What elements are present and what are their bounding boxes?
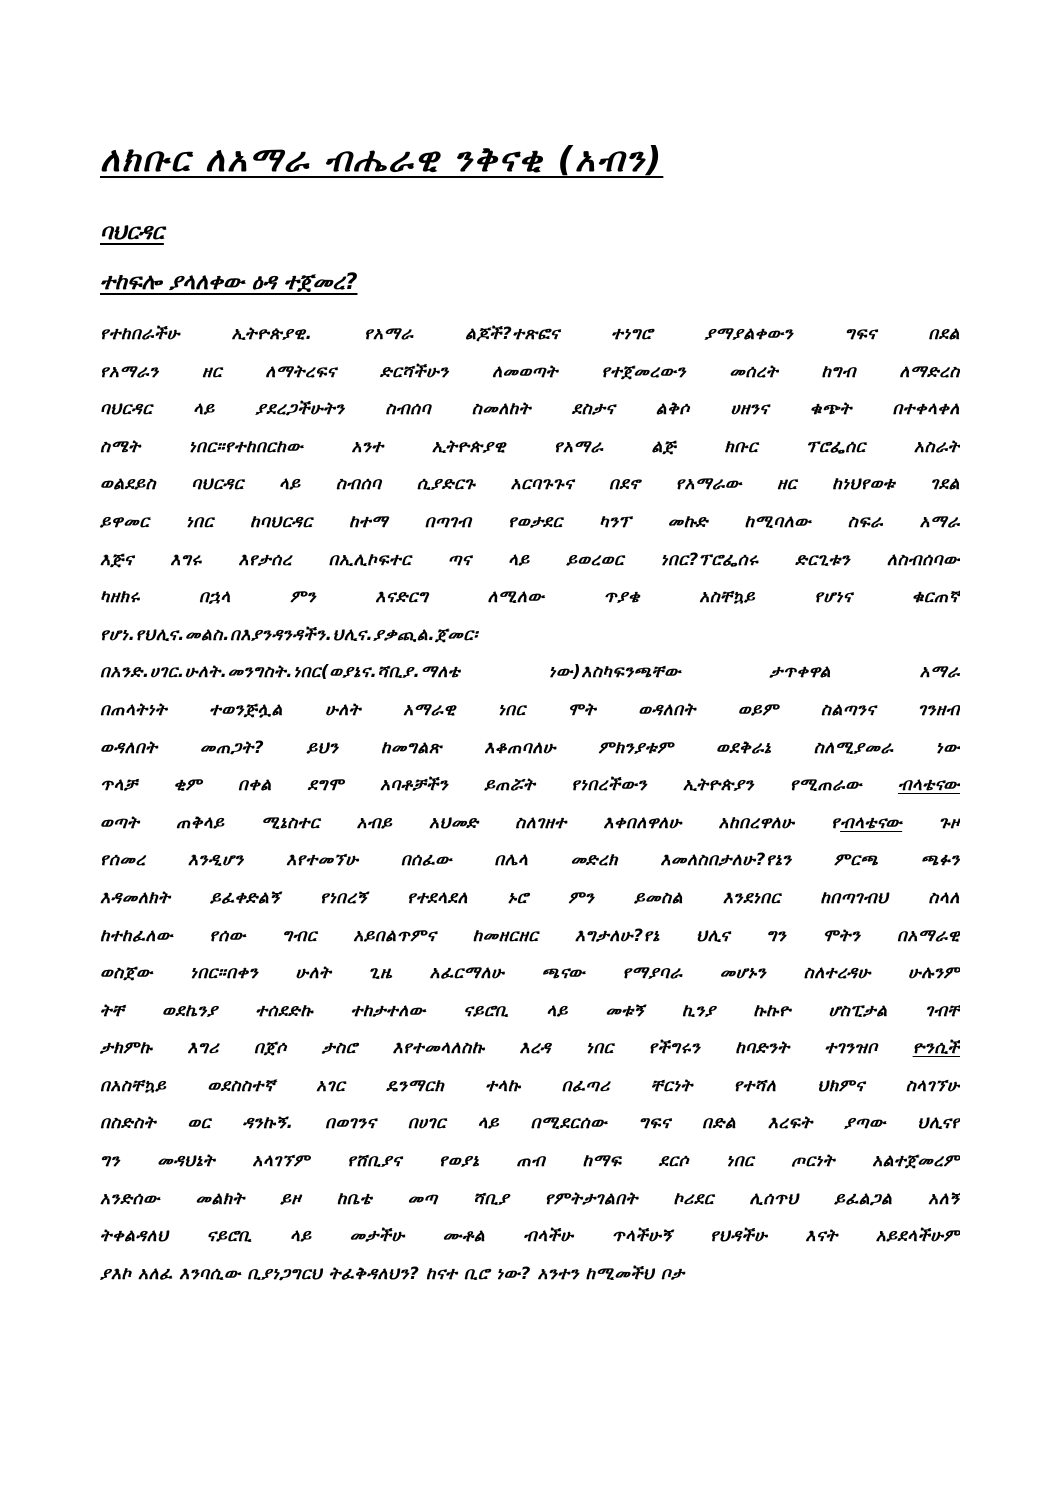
body-line: በስድስት ወር ዳንኩኝ. በወገንና በሀገር ላይ በሚደርሰው ግፍና በድል እረፍት ያጣው ህሊናየ [100,1113,960,1134]
underlined-phrase: ብላቴናው [897,775,960,796]
body-line: የተከበራችሁ ኢትዮጵያዊ. የአማራ ልጆች?ተጽፎና ተነግሮ ያማያልቀውን ግፍና በደል [100,324,960,344]
body-line: የአማራን ዘር ለማትረፍና ድርሻችሁን ለመወጣት የተጀመረውን መሰረት ከግብ ለማድረስ [100,361,960,382]
body-line: እጅና እግሩ እየታሰረ በኢሊኮፍተር ጣና ላይ ይወረወር ነበር?ፕሮፌሰሩ ድርጊቱን ለስብሰባው [100,549,960,570]
body-line: በአንድ.ሀገር.ሁለት.መንግስት.ነበር(ወያኔና.ሻቢያ.ማለቴ ነው)እስካፍንጫቸው ታጥቀዋል አማራ [100,662,960,683]
body-line: ወልደይስ ባህርዳር ላይ ስብሰባ ሲያድርጉ አርባጉጉና በደኖ የአማራው ዘር ከነህየወቱ ገደል [100,474,960,495]
body-line: ግን መዳህኔት አላገኘም የሸቢያና የወያኔ ጠብ ከማፍ ደርሶ ነበር ጦርነት አልተጀመረም [100,1151,960,1172]
body-line: ያእኮ አለፈ እንባሲው ቢያነጋግርህ ትፈቅዳለህን? ከናተ ቢሮ ነው? አንተን ከሚመችህ ቦታ [100,1263,685,1284]
body-line: ወስጀው ነበር።በቀን ሁለት ጊዜ አፈርማለሁ ጫናው የማያባራ መሆኑን ስለተረዳሁ ሁሉንም [100,963,960,984]
body-line: አንድሰው መልክት ይዞ ከቤቴ መጣ ሻቢያ የምትታገልበት ኮሪደር ሊሰጥህ ይፈልጋል አለኝ [100,1188,960,1209]
body-line: የሰመረ እንዲሆን እየተመኘሁ በሰፈው በሌላ መድረክ እመለስበታለሁ?የኔን ምርጫ ጫፉን [100,850,960,871]
underlined-phrase: ብላቴናው [840,812,903,833]
body-line: ወዳለበት መጠጋት? ይህን ከመግልጽ እቆጠባለሁ ምክንያቱም ወደቅራኔ ስለሚያመራ ነው [100,737,960,758]
body-line: በጠላትነት ተወንጅሏል ሁለት አማራዊ ነበር ሞት ወዳለበት ወይም ስልጣንና ገንዘብ [100,699,960,720]
body-line: ስሜት ነበር።የተከበርከው አንተ ኢትዮጵያዊ የአማራ ልጅ ክቡር ፕሮፌሰር አስራት [100,436,960,457]
body-line: ካዘክሩ በኋላ ምን እናድርግ ለሚለው ጥያቄ አስቸኳይ የሆነና ቁርጠኛ [100,587,960,608]
body-line: ታክምኩ እግሪ በጀሶ ታስሮ እየተመላለስኩ እረዳ ነበር የችግሩን ከባድንት ተገንዝቦ ዮንሲች [100,1038,960,1059]
underlined-phrase: ዮንሲች [912,1038,960,1059]
document-title: ለክቡር ለአማራ ብሔራዊ ንቅናቂ (አብን) [100,140,664,180]
body-line: ትቀልዳለህ ናይሮቢ ላይ መታችሁ ሙቶል ብላችሁ ጥላችሁኝ የህዳችሁ እናት አይደላችሁም [100,1226,960,1247]
body-line: ወጣት ጠቅላይ ሚኔስተር አብይ አህመድ ስለገዘተ እቀበለዋለሁ አከበረዋለሁ የብላቴናው ጉዞ [100,812,960,833]
body-line: ትቸ ወደኬንያ ተሰደድኩ ተከታተለው ናይሮቢ ላይ መቱኝ ኪንያ ኩኩዮ ሆስፒታል ገብቸ [100,1000,960,1021]
document-subtitle: ተከፍሎ ያላለቀው ዕዳ ተጀመረ? [100,270,358,295]
body-line: የሆነ.የህሊና.መልስ.በእያንዳንዳችን.ህሊና.ያቃጪል.ጀመር፡ [100,624,478,645]
body-line: እዳመለክት ይፈቀድልኝ የነበረኝ የተደላደለ ኑሮ ምን ይመስል እንደነበር ከበጣገብህ ስላለ [100,887,960,908]
body-line: ጥላቻ ቂም በቀል ደግሞ አባቶቻችን ይጠሯት የነበረችውን ኢትዮጵያን የሚጠራው ብላቴናው [100,775,960,796]
document-body [100,316,960,1293]
body-line: በአስቸኳይ ወደስስተኛ አገር ዴንማርክ ተላኩ በፈጣሪ ቸርነት የተሻለ ህክምና ስላገኘሁ [100,1075,960,1096]
body-line: ባህርዳር ላይ ያደረጋችሁትን ስብሰባ ስመለከት ደስታና ልቅሶ ሀዘንና ቁጭት በተቀላቀለ [100,399,960,420]
document-place-heading: ባህርዳር [100,220,164,245]
body-line: ይዋመር ነበር ከባህርዳር ከተማ በጣገብ የወታደር ካንፕ መኩድ ከሚባለው ስፍራ አማራ [100,511,960,532]
body-line: ከተከፈለው የሰው ግብር አይበልጥምና ከመዘርዘር እግታለሁ?የኔ ህሊና ግን ሞትን በአማራዊ [100,925,960,946]
